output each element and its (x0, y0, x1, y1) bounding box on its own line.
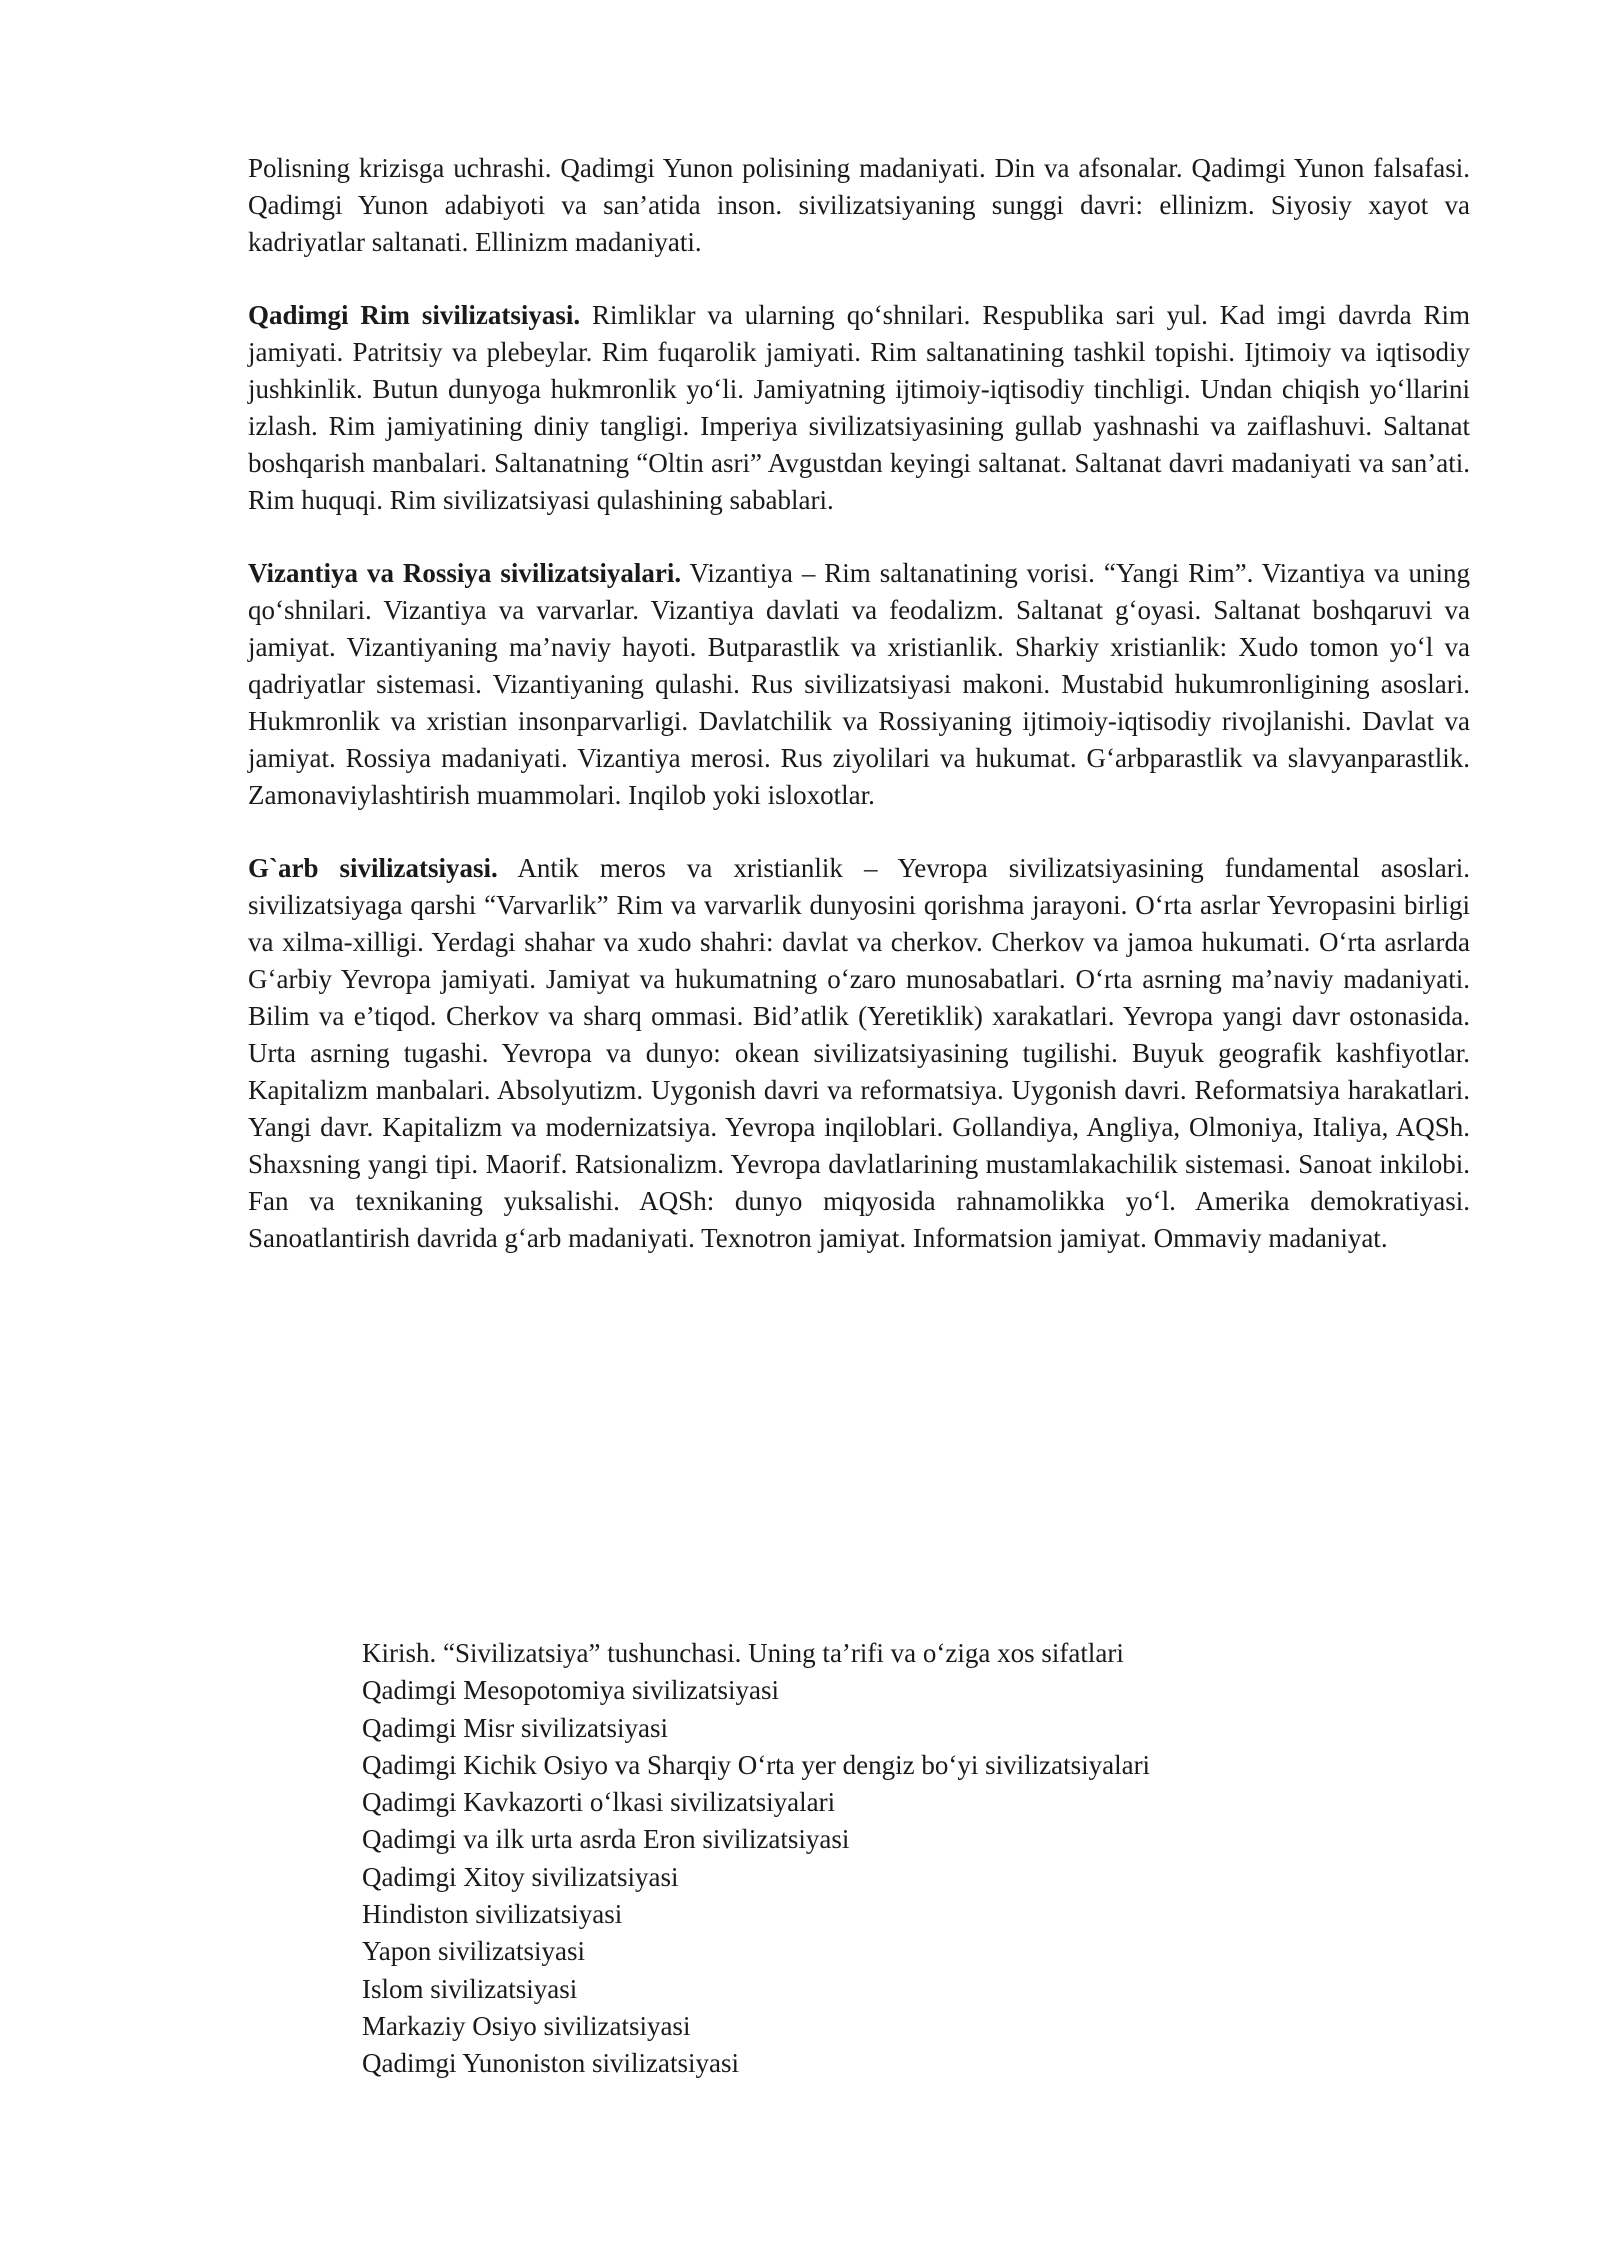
paragraph-byzantium-russia (248, 555, 1470, 814)
section-heading: Qadimgi Rim sivilizatsiyasi. (248, 300, 581, 330)
list-item: Yapon sivilizatsiyasi (362, 1936, 586, 1967)
list-item: Qadimgi Yunoniston sivilizatsiyasi (362, 2048, 739, 2079)
paragraph-text: Antik meros va xristianlik – Yevropa sivilizatsiyasining fundamental asoslari. sivilizatsiyaga qarshi “Varvarlik” Rim va varvarlik dunyosini qorishma jarayoni. O‘rta asrlar Yevropasini birligi va xilma-xilligi. Yerdagi shahar va xudo shahri: davlat va cherkov. Cherkov va jamoa hukumati. O‘rta asrlarda G‘arbiy Yevropa jamiyati. Jamiyat va hukumatning o‘zaro munosabatlari. O‘rta asrning ma’naviy madaniyati. Bilim va e’tiqod. Cherkov va sharq ommasi. Bid’atlik (Yeretiklik) xarakatlari. Yevropa yangi davr ostonasida. Urta asrning tugashi. Yevropa va dunyo: okean sivilizatsiyasining tugilishi. Buyuk geografik kashfiyotlar. Kapitalizm manbalari. Absolyutizm. Uygonish davri va reformatsiya. Uygonish davri. Reformatsiya harakatlari. Yangi davr. Kapitalizm va modernizatsiya. Yevropa inqiloblari. Gollandiya, Angliya, Olmoniya, Italiya, AQSh. Shaxsning yangi tipi. Maorif. Ratsionalizm. Yevropa davlatlarining mustamlakachilik sistemasi. Sanoat inkilobi. Fan va texnikaning yuksalishi. AQSh: dunyo miqyosida rahnamolikka yo‘l. Amerika demokratiyasi. Sanoatlantirish davrida g‘arb madaniyati. Texnotron jamiyat. Informatsion jamiyat. Ommaviy madaniyat. (248, 853, 1471, 1253)
paragraph-western (248, 850, 1470, 1257)
list-item: Markaziy Osiyo sivilizatsiyasi (362, 2010, 691, 2041)
list-item: Qadimgi Kichik Osiyo va Sharqiy O‘rta yer dengiz bo‘yi sivilizatsiyalari (362, 1749, 1151, 1780)
paragraph-text: Rimliklar va ularning qo‘shnilari. Respublika sari yul. Kad imgi davrda Rim jamiyati. Patritsiy va plebeylar. Rim fuqarolik jamiyati. Rim saltanatining tashkil topishi. Ijtimoiy va iqtisodiy jushkinlik. Butun dunyoga hukmronlik yo‘li. Jamiyatning ijtimoiy-iqtisodiy tinchligi. Undan chiqish yo‘llarini izlash. Rim jamiyatining diniy tangligi. Imperiya sivilizatsiyasining gullab yashnashi va zaiflashuvi. Saltanat boshqarish manbalari. Saltanatning “Oltin asri” Avgustdan keyingi saltanat. Saltanat davri madaniyati va san’ati. Rim huquqi. Rim sivilizatsiyasi qulashining sabablari. (248, 300, 1470, 515)
section-heading: Vizantiya va Rossiya sivilizatsiyalari. (248, 558, 682, 588)
list-item: Qadimgi Misr sivilizatsiyasi (362, 1712, 668, 1743)
topics-list (362, 1635, 1150, 2083)
paragraph-text: Vizantiya – Rim saltanatining vorisi. “Yangi Rim”. Vizantiya va uning qo‘shnilari. Vizantiya va varvarlar. Vizantiya davlati va feodalizm. Saltanat g‘oyasi. Saltanat boshqaruvi va jamiyat. Vizantiyaning ma’naviy hayoti. Butparastlik va xristianlik. Sharkiy xristianlik: Xudo tomon yo‘l va qadriyatlar sistemasi. Vizantiyaning qulashi. Rus sivilizatsiyasi makoni. Mustabid hukumronligining asoslari. Hukmronlik va xristian insonparvarligi. Davlatchilik va Rossiyaning ijtimoiy-iqtisodiy rivojlanishi. Davlat va jamiyat. Rossiya madaniyati. Vizantiya merosi. Rus ziyolilari va hukumat. G‘arbparastlik va slavyanparastlik. Zamonaviylashtirish muammolari. Inqilob yoki isloxotlar. (248, 558, 1470, 810)
paragraph-polis (248, 150, 1470, 261)
paragraph-text: Polisning krizisga uchrashi. Qadimgi Yunon polisining madaniyati. Din va afsonalar. Qadimgi Yunon falsafasi. Qadimgi Yunon adabiyoti va san’atida inson. sivilizatsiyaning sunggi davri: ellinizm. Siyosiy xayot va kadriyatlar saltanati. Ellinizm madaniyati. (248, 153, 1470, 257)
list-item: Hindiston sivilizatsiyasi (362, 1899, 623, 1930)
body-text (248, 150, 1470, 1293)
list-item: Qadimgi va ilk urta asrda Eron sivilizatsiyasi (362, 1824, 850, 1855)
list-item: Kirish. “Sivilizatsiya” tushunchasi. Uning ta’rifi va o‘ziga xos sifatlari (362, 1638, 1124, 1668)
list-item: Qadimgi Mesopotomiya sivilizatsiyasi (362, 1675, 779, 1706)
list-item: Islom sivilizatsiyasi (362, 1973, 578, 2004)
paragraph-rome (248, 297, 1470, 519)
list-item: Qadimgi Kavkazorti o‘lkasi sivilizatsiyalari (362, 1787, 836, 1818)
list-item: Qadimgi Xitoy sivilizatsiyasi (362, 1861, 679, 1892)
section-heading: G`arb sivilizatsiyasi. (248, 853, 498, 883)
